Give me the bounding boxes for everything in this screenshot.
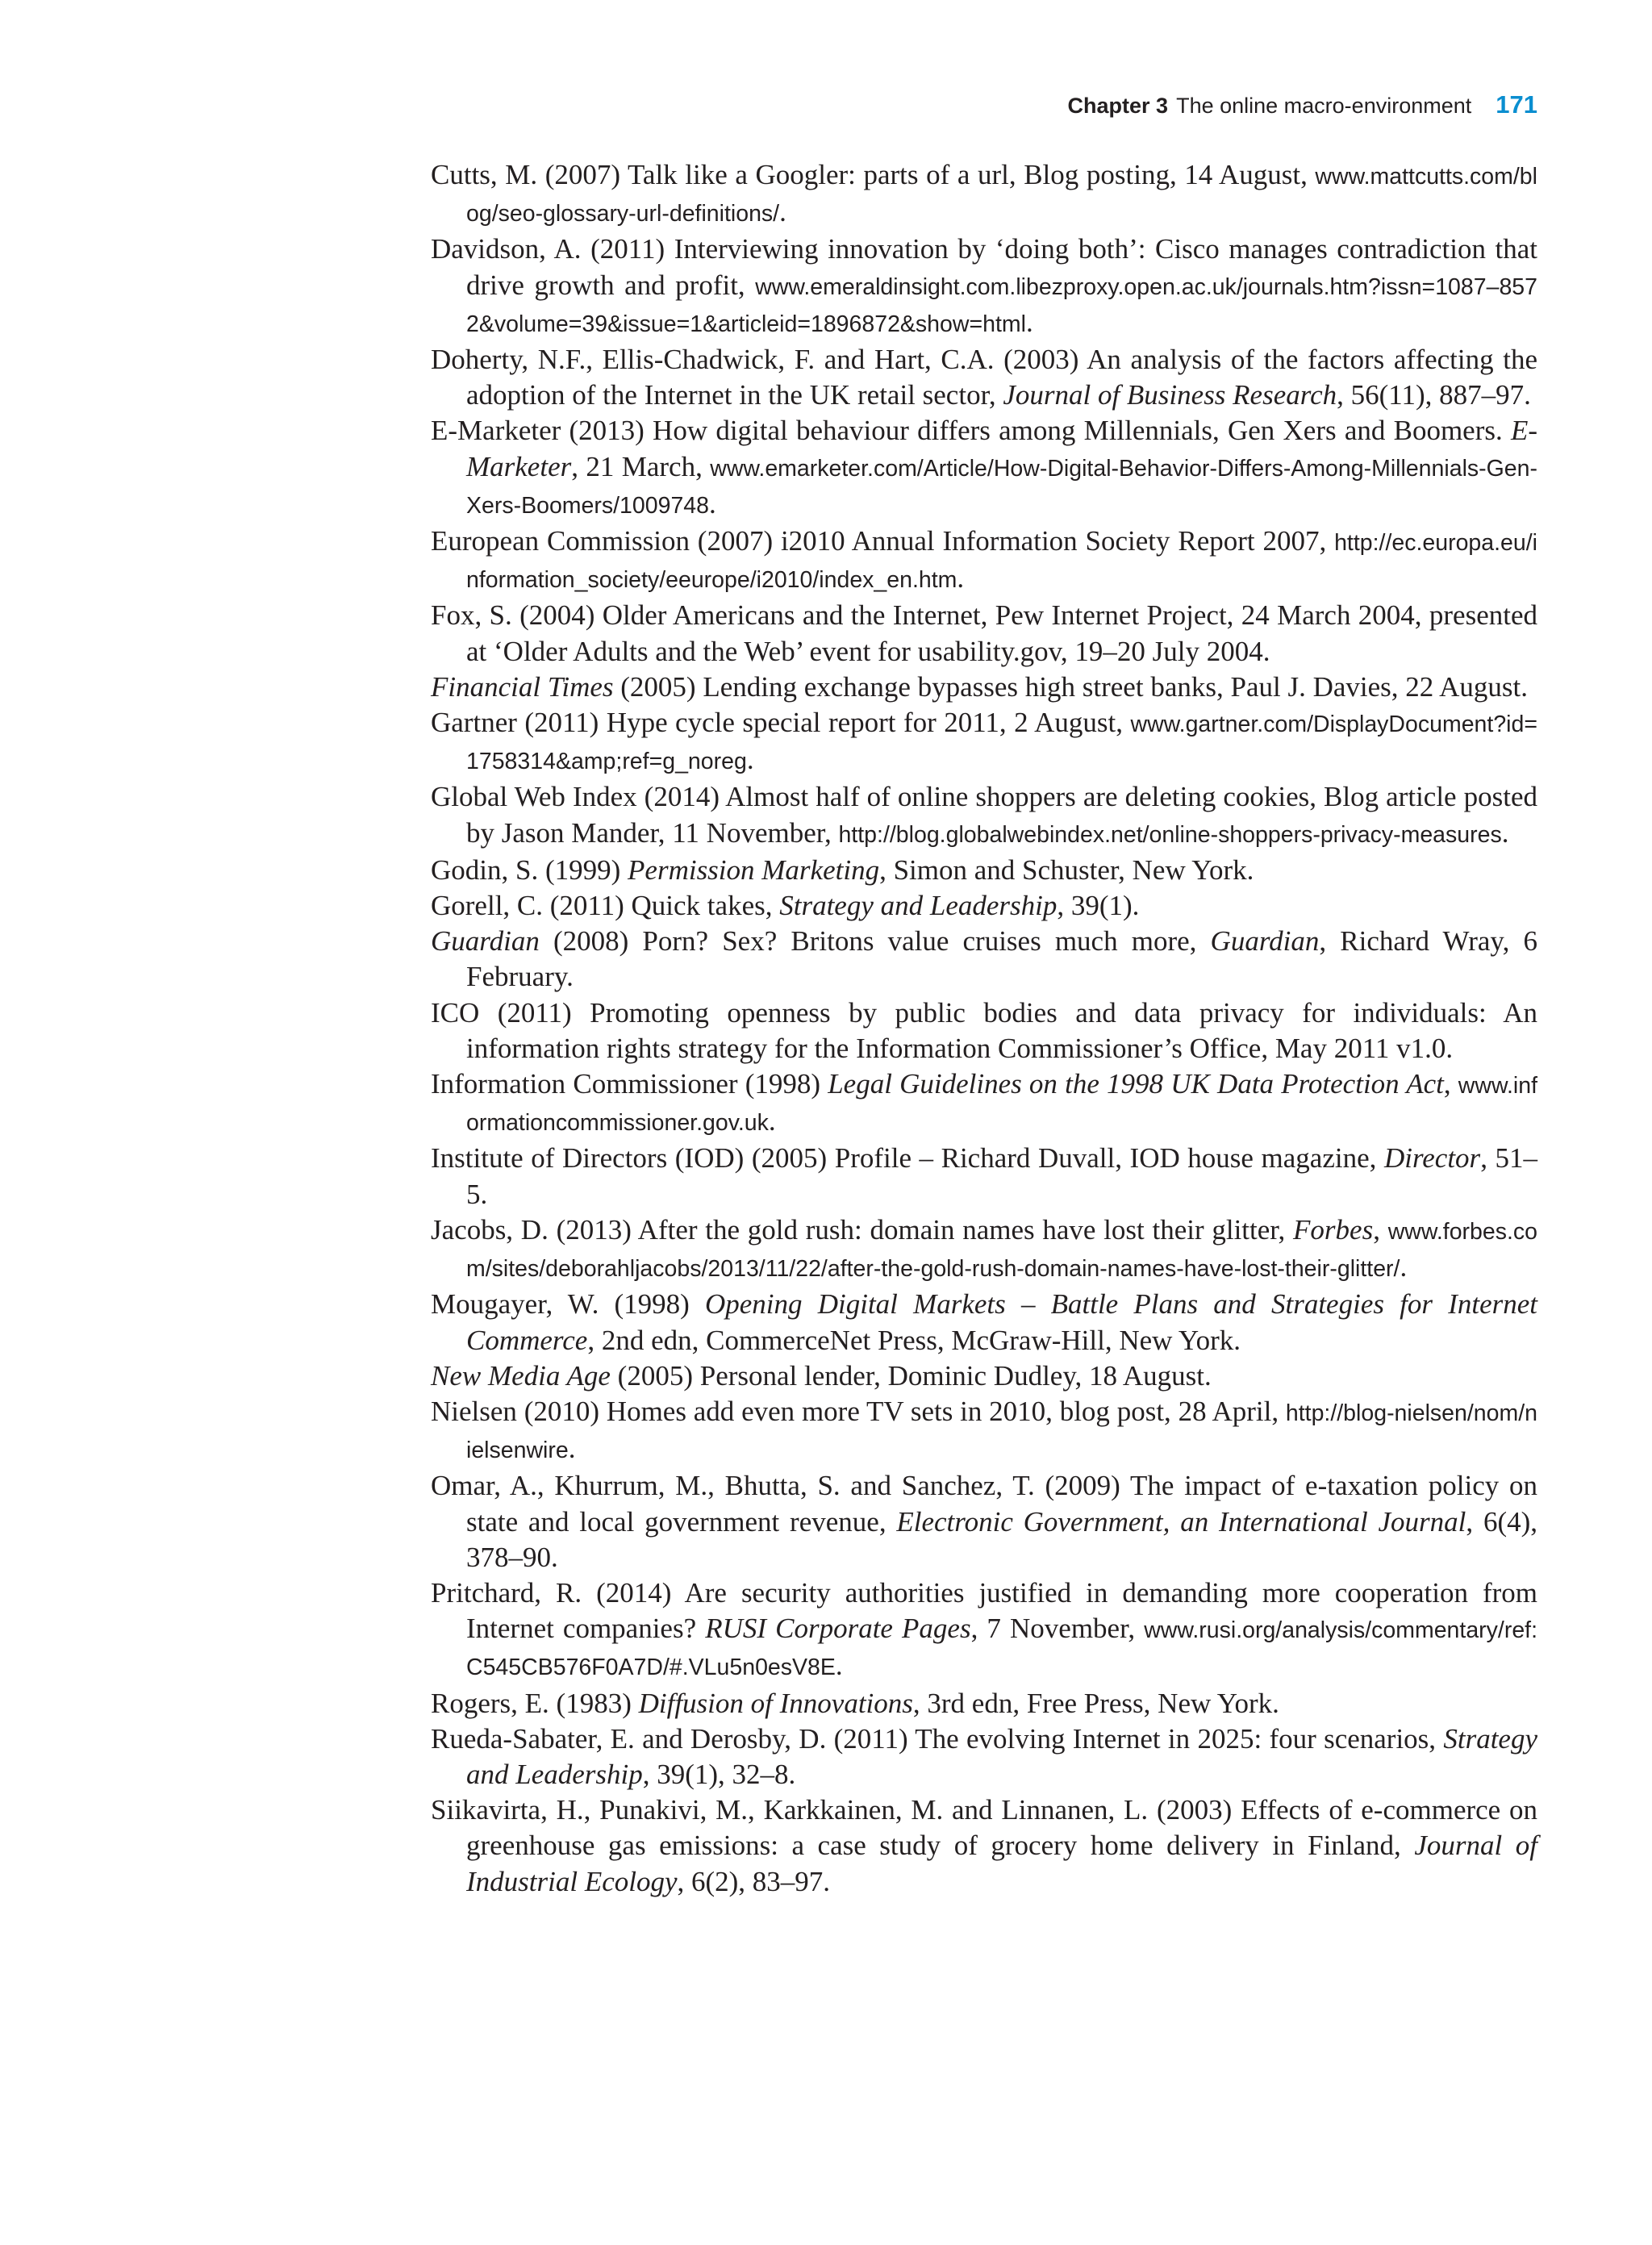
- reference-text: Rogers, E. (1983): [431, 1687, 639, 1719]
- reference-text: , 39(1), 32–8.: [642, 1758, 796, 1790]
- reference-text: European Commission (2007) i2010 Annual Information Society Report 2007,: [431, 525, 1335, 557]
- reference-text: .: [1400, 1251, 1408, 1283]
- reference-text: Jacobs, D. (2013) After the gold rush: domain names have lost their glitter,: [431, 1213, 1294, 1246]
- reference-text: .: [835, 1650, 843, 1682]
- reference-italic-title: Director: [1383, 1142, 1481, 1175]
- reference-italic-title: Forbes: [1293, 1213, 1374, 1246]
- reference-url[interactable]: www.gartner.com/DisplayDocument?id=1758314&amp;ref=g_noreg: [466, 711, 1537, 775]
- reference-entry: [431, 1066, 1537, 1141]
- reference-text: .: [709, 487, 716, 520]
- reference-text: Godin, S. (1999): [431, 853, 628, 886]
- reference-entry: [431, 1792, 1537, 1900]
- reference-entry: [431, 232, 1537, 342]
- reference-italic-title: Opening Digital Markets – Battle Plans and Strategies for Internet Commerce: [466, 1288, 1537, 1356]
- page-number: 171: [1496, 90, 1537, 119]
- reference-text: Global Web Index (2014) Almost half of online shoppers are deleting cookies, Blog article posted by Jason Mander, 11 November,: [431, 781, 1537, 849]
- reference-url[interactable]: www.emarketer.com/Article/How-Digital-Behavior-Differs-Among-Millennials-Gen-Xers-Boomers/1009748: [466, 455, 1537, 519]
- reference-italic-title: Guardian: [431, 925, 540, 958]
- reference-entry: [431, 1287, 1537, 1358]
- reference-entry: [431, 524, 1537, 598]
- reference-entry: [431, 705, 1537, 779]
- reference-text: (2005) Personal lender, Dominic Dudley, 18 August.: [610, 1359, 1212, 1392]
- reference-entry: [431, 995, 1537, 1066]
- reference-text: Davidson, A. (2011) Interviewing innovation by ‘doing both’: Cisco manages contradiction that drive growth and profit,: [431, 233, 1537, 301]
- reference-text: , 6(4), 378–90.: [466, 1505, 1537, 1573]
- reference-text: , 21 March,: [571, 450, 711, 482]
- reference-text: , 51–5.: [466, 1142, 1537, 1210]
- reference-url[interactable]: http://blog.globalwebindex.net/online-shoppers-privacy-measures: [838, 821, 1502, 848]
- reference-text: (2005) Lending exchange bypasses high street banks, Paul J. Davies, 22 August.: [613, 670, 1528, 703]
- reference-entry: [431, 1141, 1537, 1212]
- reference-entry: [431, 157, 1537, 232]
- reference-text: , Richard Wray, 6 February.: [466, 925, 1537, 993]
- reference-entry: [431, 1575, 1537, 1686]
- reference-italic-title: Permission Marketing: [628, 853, 880, 886]
- reference-entry: [431, 1468, 1537, 1575]
- reference-text: ,: [1373, 1213, 1388, 1246]
- chapter-title: The online macro-environment: [1176, 94, 1472, 118]
- reference-italic-title: Strategy and Leadership: [779, 890, 1058, 922]
- reference-text: .: [779, 196, 786, 228]
- reference-entry: [431, 888, 1537, 924]
- reference-text: .: [1025, 306, 1033, 338]
- reference-url[interactable]: www.rusi.org/analysis/commentary/ref:C545CB576F0A7D/#.VLu5n0esV8E: [466, 1617, 1537, 1681]
- reference-text: (2008) Porn? Sex? Britons value cruises much more,: [539, 925, 1211, 958]
- reference-italic-title: RUSI Corporate Pages: [705, 1613, 971, 1645]
- reference-italic-title: Diffusion of Innovations: [638, 1687, 913, 1719]
- reference-entry: [431, 1358, 1537, 1394]
- reference-text: Mougayer, W. (1998): [431, 1288, 705, 1321]
- reference-italic-title: Financial Times: [431, 670, 614, 703]
- reference-italic-title: Electronic Government, an International Journal: [896, 1505, 1466, 1538]
- reference-text: Pritchard, R. (2014) Are security authorities justified in demanding more cooperation from Internet companies?: [431, 1576, 1537, 1645]
- reference-entry: [431, 598, 1537, 669]
- reference-entry: [431, 342, 1537, 413]
- reference-text: Siikavirta, H., Punakivi, M., Karkkainen, M. and Linnanen, L. (2003) Effects of e-commerce on greenhouse gas emissions: a case study of grocery home delivery in Finland,: [431, 1794, 1537, 1862]
- reference-entry: [431, 1212, 1537, 1287]
- reference-text: , 3rd edn, Free Press, New York.: [912, 1687, 1279, 1719]
- reference-text: Nielsen (2010) Homes add even more TV sets in 2010, blog post, 28 April,: [431, 1395, 1286, 1427]
- reference-text: .: [957, 562, 965, 595]
- reference-text: E-Marketer (2013) How digital behaviour differs among Millennials, Gen Xers and Boomers.: [431, 415, 1511, 447]
- reference-text: Rueda-Sabater, E. and Derosby, D. (2011) The evolving Internet in 2025: four scenarios,: [431, 1722, 1444, 1755]
- reference-text: .: [1501, 816, 1509, 849]
- reference-italic-title: Journal of Business Research: [1003, 379, 1337, 411]
- chapter-label: Chapter 3: [1067, 94, 1169, 118]
- reference-text: .: [568, 1433, 576, 1465]
- reference-text: Cutts, M. (2007) Talk like a Googler: parts of a url, Blog posting, 14 August,: [431, 159, 1316, 190]
- reference-text: , 56(11), 887–97.: [1337, 379, 1531, 411]
- reference-text: ICO (2011) Promoting openness by public bodies and data privacy for individuals: An information rights strategy for the Information Commissioner’s Office, May 2011 v1.0.: [431, 996, 1537, 1064]
- reference-entry: [431, 413, 1537, 524]
- reference-italic-title: Guardian: [1210, 925, 1320, 958]
- reference-italic-title: New Media Age: [431, 1359, 611, 1392]
- reference-text: , Simon and Schuster, New York.: [879, 853, 1254, 886]
- reference-italic-title: Journal of Industrial Ecology: [466, 1830, 1537, 1897]
- reference-url[interactable]: www.emeraldinsight.com.libezproxy.open.ac.uk/journals.htm?issn=1087–8572&volume=39&issue=1&articleid=1896872&show=html: [466, 273, 1537, 337]
- reference-entry: [431, 1721, 1537, 1792]
- reference-text: Gorell, C. (2011) Quick takes,: [431, 890, 780, 922]
- running-head: [1068, 90, 1537, 120]
- reference-text: , 7 November,: [970, 1613, 1145, 1645]
- reference-italic-title: E-Marketer: [466, 415, 1537, 482]
- reference-url[interactable]: www.forbes.com/sites/deborahljacobs/2013/11/22/after-the-gold-rush-domain-names-have-lost-their-glitter/: [466, 1218, 1538, 1283]
- reference-italic-title: Legal Guidelines on the 1998 UK Data Protection Act: [828, 1068, 1444, 1100]
- reference-italic-title: Strategy and Leadership: [466, 1722, 1537, 1790]
- reference-text: .: [746, 744, 754, 776]
- reference-text: Omar, A., Khurrum, M., Bhutta, S. and Sanchez, T. (2009) The impact of e-taxation policy on state and local government revenue,: [431, 1470, 1537, 1538]
- reference-entry: [431, 853, 1537, 888]
- reference-entry: [431, 1686, 1537, 1721]
- reference-url[interactable]: www.informationcommissioner.gov.uk: [466, 1073, 1537, 1137]
- reference-url[interactable]: http://blog-nielsen/nom/nielsenwire: [466, 1400, 1537, 1464]
- reference-text: Gartner (2011) Hype cycle special report for 2011, 2 August,: [431, 707, 1131, 739]
- reference-text: , 39(1).: [1057, 890, 1140, 922]
- reference-text: Institute of Directors (IOD) (2005) Profile – Richard Duvall, IOD house magazine,: [431, 1142, 1384, 1175]
- reference-entry: [431, 924, 1537, 995]
- reference-text: ,: [1443, 1068, 1458, 1100]
- reference-text: .: [768, 1105, 776, 1137]
- reference-text: Doherty, N.F., Ellis-Chadwick, F. and Hart, C.A. (2003) An analysis of the factors affecting the adoption of the Internet in the UK retail sector,: [431, 344, 1537, 411]
- reference-entry: [431, 1394, 1537, 1468]
- reference-text: Fox, S. (2004) Older Americans and the Internet, Pew Internet Project, 24 March 2004, presented at ‘Older Adults and the Web’ event for usability.gov, 19–20 July 2004.: [431, 599, 1537, 667]
- reference-entry: [431, 779, 1537, 852]
- reference-entry: [431, 670, 1537, 705]
- reference-text: Information Commissioner (1998): [431, 1068, 828, 1100]
- reference-list: [431, 157, 1537, 1900]
- reference-text: , 6(2), 83–97.: [677, 1865, 831, 1897]
- reference-url[interactable]: www.mattcutts.com/blog/seo-glossary-url-definitions/: [466, 164, 1537, 227]
- reference-text: , 2nd edn, CommerceNet Press, McGraw-Hill, New York.: [587, 1324, 1241, 1356]
- reference-url[interactable]: http://ec.europa.eu/information_society/eeurope/i2010/index_en.htm: [466, 530, 1537, 594]
